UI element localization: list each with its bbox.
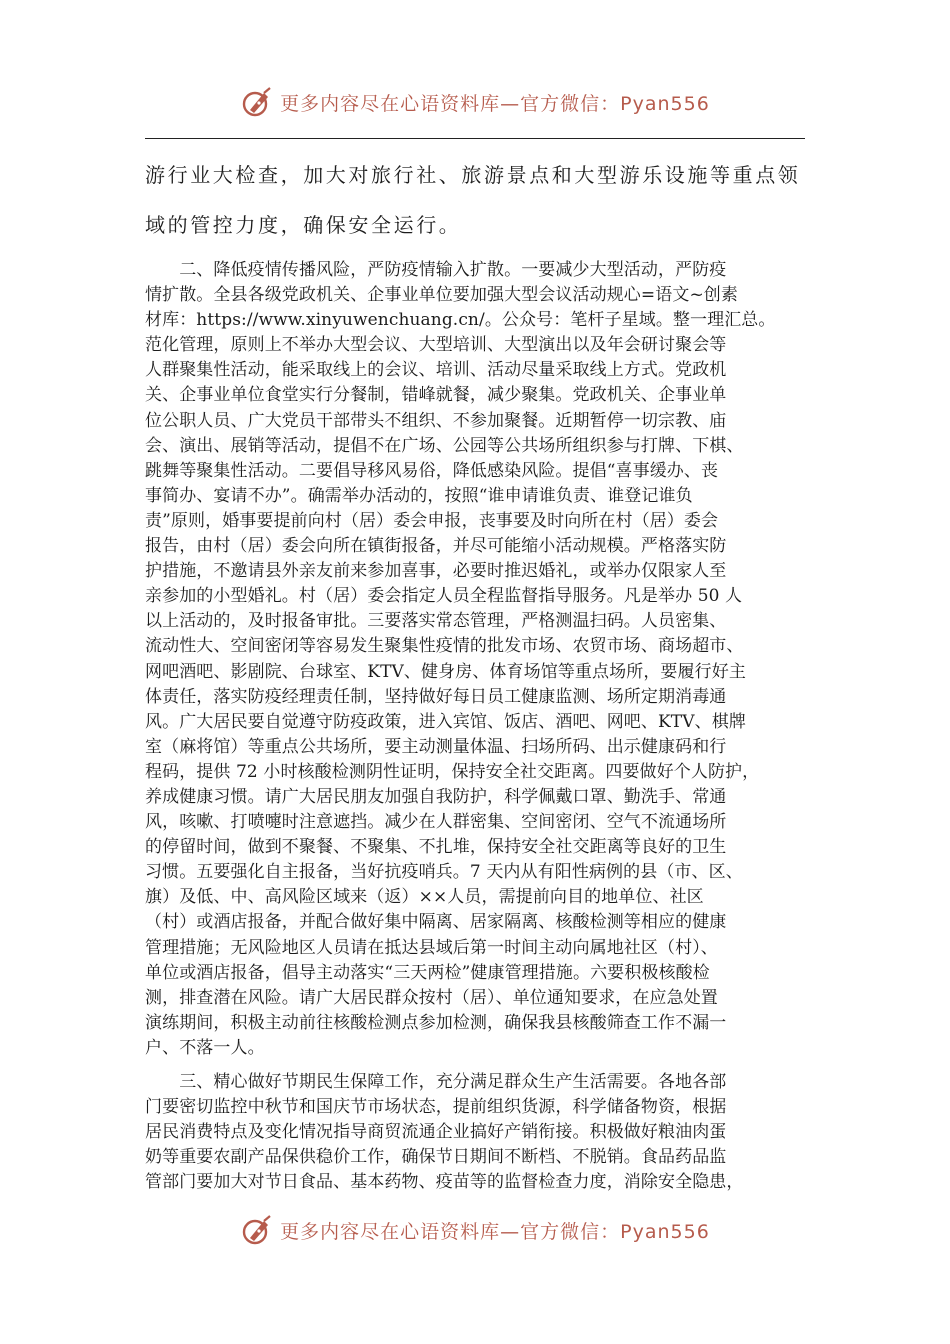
- text-line: 演练期间，积极主动前往核酸检测点参加检测，确保我县核酸筛查工作不漏一: [145, 1012, 727, 1033]
- text-line: 情扩散。全县各级党政机关、企事业单位要加强大型会议活动规心=语文~创素: [145, 285, 738, 306]
- text-line: 网吧酒吧、影剧院、台球室、KTV、健身房、体育场馆等重点场所，要履行好主: [145, 661, 746, 682]
- text-line: 护措施，不邀请县外亲友前来参加喜事，必要时推迟婚礼，或举办仅限家人至: [145, 561, 727, 582]
- header-banner-text: 更多内容尽在心语资料库—官方微信：Pyan556: [280, 92, 710, 115]
- footer-banner: [0, 1210, 950, 1250]
- text-line: 单位或酒店报备，倡导主动落实“三天两检”健康管理措施。六要积极核酸检: [145, 962, 710, 983]
- text-line: 管部门要加大对节日食品、基本药物、疫苗等的监督检查力度，消除安全隐患，: [145, 1172, 744, 1193]
- text-line: 户、不落一人。: [145, 1037, 265, 1058]
- text-line: 事简办、宴请不办”。确需举办活动的，按照“谁申请谁负责、谁登记谁负: [145, 485, 693, 506]
- text-line: 游行业大检查，加大对旅行社、旅游景点和大型游乐设施等重点领: [145, 163, 801, 187]
- text-line: 责”原则，婚事要提前向村（居）委会申报，丧事要及时向所在村（居）委会: [145, 510, 719, 531]
- text-line: 报告，由村（居）委会向所在镇街报备，并尽可能缩小活动规模。严格落实防: [145, 536, 727, 557]
- text-line: 二、降低疫情传播风险，严防疫情输入扩散。一要减少大型活动，严防疫: [145, 260, 727, 280]
- text-line: 管理措施；无风险地区人员请在抵达县域后第一时间主动向属地社区（村）、: [145, 937, 718, 958]
- text-line: 程码，提供 72 小时核酸检测阴性证明，保持安全社交距离。四要做好个人防护，: [145, 761, 760, 782]
- text-line: 跳舞等聚集性活动。二要倡导移风易俗，降低感染风险。提倡“喜事缓办、丧: [145, 460, 719, 481]
- paragraph-livelihood-support: [145, 1070, 807, 1195]
- paragraph-epidemic-prevention: [145, 258, 807, 1061]
- text-line: 养成健康习惯。请广大居民朋友加强自我防护，科学佩戴口罩、勤洗手、常通: [145, 786, 727, 807]
- text-line: 关、企事业单位食堂实行分餐制，错峰就餐，减少聚集。党政机关、企事业单: [145, 385, 727, 406]
- text-line: 三、精心做好节期民生保障工作，充分满足群众生产生活需要。各地各部: [145, 1072, 727, 1092]
- text-line: （村）或酒店报备，并配合做好集中隔离、居家隔离、核酸检测等相应的健康: [145, 912, 727, 933]
- text-line: 风，咳嗽、打喷嚏时注意遮挡。减少在人群密集、空间密闭、空气不流通场所: [145, 812, 727, 833]
- text-line: 位公职人员、广大党员干部带头不组织、不参加聚餐。近期暂停一切宗教、庙: [145, 410, 727, 431]
- text-line: 会、演出、展销等活动，提倡不在广场、公园等公共场所组织参与打牌、下棋、: [145, 435, 744, 456]
- text-line: 门要密切监控中秋节和国庆节市场状态，提前组织货源，科学储备物资，根据: [145, 1097, 727, 1118]
- text-line: 范化管理，原则上不举办大型会议、大型培训、大型演出以及年会研讨聚会等: [145, 335, 727, 356]
- fountain-pen-logo-icon: [240, 85, 274, 119]
- text-line: 风。广大居民要自觉遵守防疫政策，进入宾馆、饭店、酒吧、网吧、KTV、棋牌: [145, 711, 746, 732]
- text-line: 材库：https://www.xinyuwenchuang.cn/。公众号：笔杆子星域。整一理汇总。: [145, 310, 776, 331]
- text-line: 居民消费特点及变化情况指导商贸流通企业搞好产销衔接。积极做好粮油肉蛋: [145, 1122, 727, 1143]
- text-line: 测，排查潜在风险。请广大居民群众按村（居）、单位通知要求，在应急处置: [145, 987, 718, 1008]
- text-line: 旗）及低、中、高风险区域来（返）××人员，需提前向目的地单位、社区: [145, 887, 704, 908]
- text-line: 流动性大、空间密闭等容易发生聚集性疫情的批发市场、农贸市场、商场超市、: [145, 636, 744, 657]
- text-line: 域的管控力度，确保安全运行。: [145, 213, 462, 237]
- text-line: 的停留时间，做到不聚餐、不聚集、不扎堆，保持安全社交距离等良好的卫生: [145, 837, 727, 858]
- text-line: 室（麻将馆）等重点公共场所，要主动测量体温、扫场所码、出示健康码和行: [145, 736, 727, 757]
- footer-banner-text: 更多内容尽在心语资料库—官方微信：Pyan556: [280, 1220, 710, 1243]
- header-banner: [0, 82, 950, 122]
- fountain-pen-logo-icon: [240, 1213, 274, 1247]
- continuation-text: [145, 150, 805, 250]
- text-line: 以上活动的，及时报备审批。三要落实常态管理，严格测温扫码。人员密集、: [145, 611, 727, 632]
- text-line: 习惯。五要强化自主报备，当好抗疫哨兵。7 天内从有阳性病例的县（市、区、: [145, 862, 743, 883]
- text-line: 体责任，落实防疫经理责任制，坚持做好每日员工健康监测、场所定期消毒通: [145, 686, 727, 707]
- text-line: 人群聚集性活动，能采取线上的会议、培训、活动尽量采取线上方式。党政机: [145, 360, 727, 381]
- text-line: 奶等重要农副产品保供稳价工作，确保节日期间不断档、不脱销。食品药品监: [145, 1147, 727, 1168]
- text-line: 亲参加的小型婚礼。村（居）委会指定人员全程监督指导服务。凡是举办 50 人: [145, 586, 743, 607]
- header-divider: [145, 138, 805, 139]
